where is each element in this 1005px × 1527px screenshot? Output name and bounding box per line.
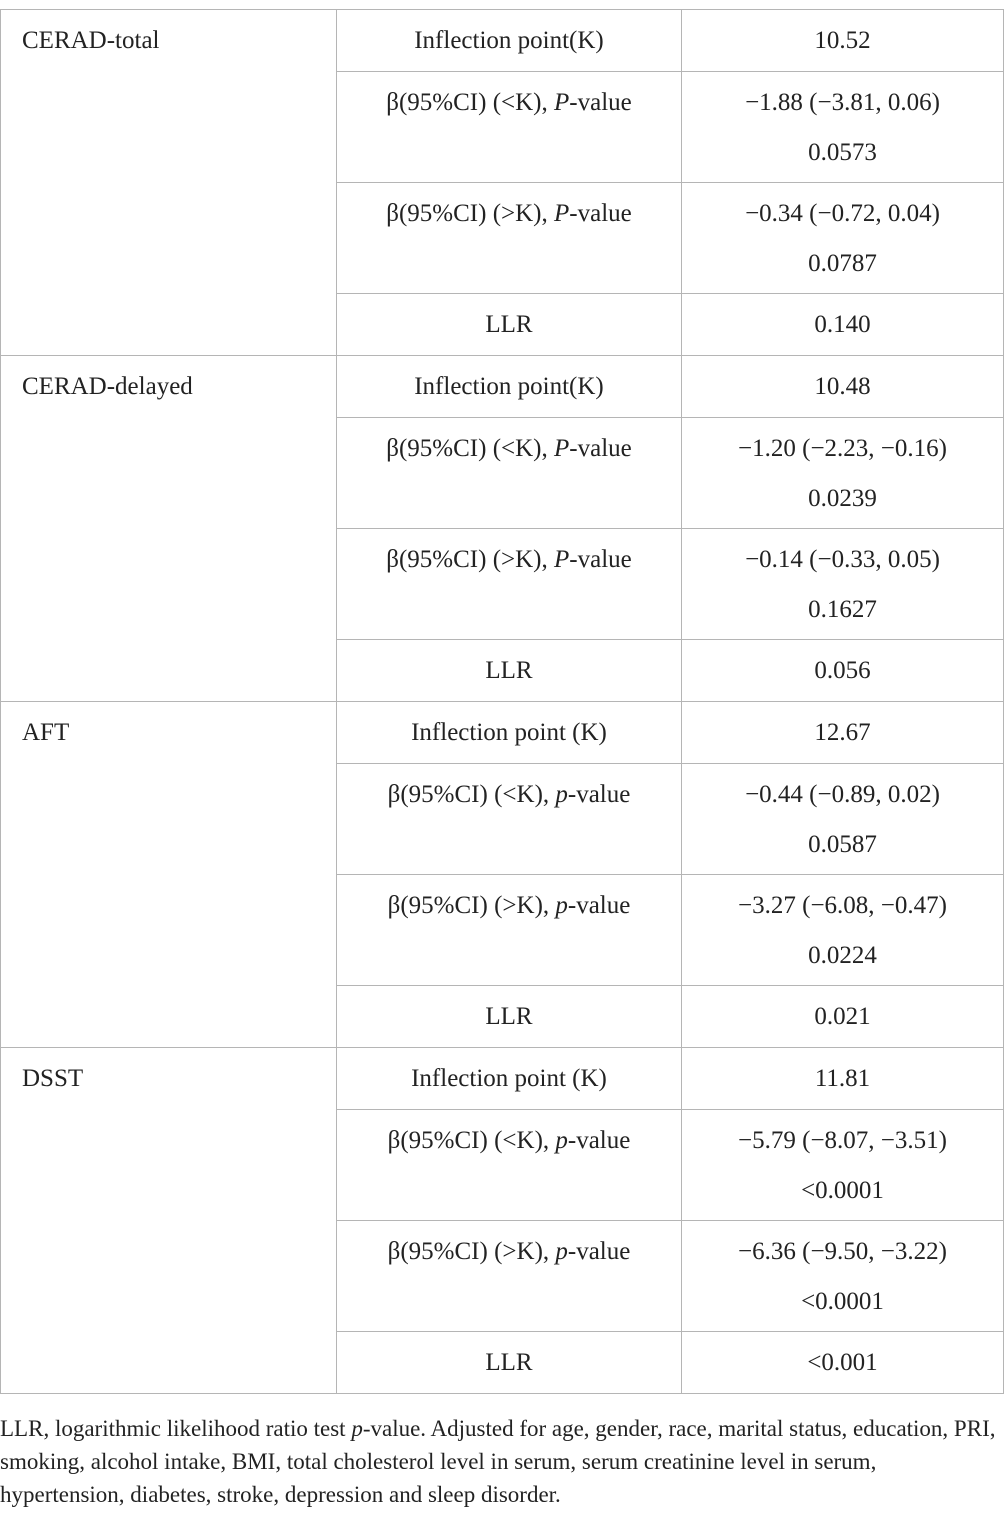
label-italic: p (555, 1238, 568, 1265)
p-value: 0.1627 (808, 596, 877, 623)
row-label (337, 183, 682, 294)
label-suffix: -value (569, 435, 632, 462)
footnote-italic: p (351, 1416, 363, 1441)
label-suffix: -value (567, 1127, 631, 1154)
row-value: 10.48 (682, 356, 1004, 418)
row-label: LLR (337, 986, 682, 1048)
row-value (682, 764, 1004, 875)
beta-ci-value: −0.34 (−0.72, 0.04) (745, 200, 940, 227)
beta-ci-value: −1.88 (−3.81, 0.06) (745, 89, 940, 116)
beta-ci-value: −6.36 (−9.50, −3.22) (738, 1238, 947, 1265)
label-suffix: -value (569, 546, 632, 573)
row-value: 12.67 (682, 702, 1004, 764)
beta-ci-value: −3.27 (−6.08, −0.47) (738, 892, 947, 919)
table-row (1, 356, 1004, 418)
row-value (682, 875, 1004, 986)
label-suffix: -value (567, 781, 631, 808)
row-label (337, 529, 682, 640)
p-value: 0.0239 (808, 485, 877, 512)
row-value (682, 418, 1004, 529)
table-row (1, 10, 1004, 72)
label-prefix: β(95%CI) (>K), (387, 1238, 556, 1265)
row-value: 11.81 (682, 1048, 1004, 1110)
table-row (1, 702, 1004, 764)
label-italic: P (554, 89, 570, 116)
label-suffix: -value (567, 1238, 631, 1265)
beta-ci-value: −1.20 (−2.23, −0.16) (738, 435, 947, 462)
table-footnote (0, 1412, 1000, 1511)
label-italic: p (555, 781, 568, 808)
row-label (337, 1110, 682, 1221)
label-prefix: β(95%CI) (<K), (386, 435, 554, 462)
label-suffix: -value (569, 200, 632, 227)
threshold-effect-table (0, 9, 1004, 1394)
footnote-prefix: LLR, logarithmic likelihood ratio test (0, 1416, 352, 1441)
beta-ci-value: −5.79 (−8.07, −3.51) (738, 1127, 947, 1154)
p-value: <0.0001 (801, 1288, 884, 1315)
group-name-cell: CERAD-delayed (1, 356, 337, 702)
row-label: Inflection point(K) (337, 10, 682, 72)
group-name-cell: DSST (1, 1048, 337, 1394)
label-prefix: β(95%CI) (>K), (386, 546, 554, 573)
row-label (337, 1221, 682, 1332)
row-label: Inflection point(K) (337, 356, 682, 418)
row-value (682, 1110, 1004, 1221)
row-label (337, 418, 682, 529)
row-label (337, 72, 682, 183)
row-label (337, 875, 682, 986)
row-value: 0.056 (682, 640, 1004, 702)
label-prefix: β(95%CI) (<K), (387, 781, 556, 808)
row-label: Inflection point (K) (337, 1048, 682, 1110)
beta-ci-value: −0.14 (−0.33, 0.05) (745, 546, 940, 573)
row-value (682, 1221, 1004, 1332)
row-label: LLR (337, 294, 682, 356)
row-value: 0.021 (682, 986, 1004, 1048)
group-name-cell: AFT (1, 702, 337, 1048)
results-table-container (0, 9, 1004, 1394)
row-label: LLR (337, 640, 682, 702)
label-italic: p (555, 892, 568, 919)
row-value: 10.52 (682, 10, 1004, 72)
group-name-cell: CERAD-total (1, 10, 337, 356)
label-prefix: β(95%CI) (>K), (386, 200, 554, 227)
p-value: 0.0587 (808, 831, 877, 858)
label-italic: P (554, 546, 570, 573)
p-value: 0.0787 (808, 250, 877, 277)
row-value (682, 72, 1004, 183)
table-row (1, 1048, 1004, 1110)
p-value: <0.0001 (801, 1177, 884, 1204)
row-value (682, 529, 1004, 640)
p-value: 0.0573 (808, 139, 877, 166)
row-value: <0.001 (682, 1332, 1004, 1394)
label-italic: P (554, 435, 570, 462)
label-prefix: β(95%CI) (>K), (387, 892, 556, 919)
label-prefix: β(95%CI) (<K), (386, 89, 554, 116)
footnote-suffix: -value. Adjusted for age, gender, race, marital status, education, PRI, smoking, alcohol intake, BMI, total cholesterol level in serum, serum creatinine level in serum, hypertension, diabetes, stroke, depression and sleep disorder. (0, 1416, 996, 1507)
label-suffix: -value (569, 89, 632, 116)
row-label: LLR (337, 1332, 682, 1394)
p-value: 0.0224 (808, 942, 877, 969)
row-value (682, 183, 1004, 294)
label-italic: P (554, 200, 570, 227)
label-prefix: β(95%CI) (<K), (387, 1127, 556, 1154)
row-label: Inflection point (K) (337, 702, 682, 764)
label-suffix: -value (567, 892, 631, 919)
label-italic: p (555, 1127, 568, 1154)
beta-ci-value: −0.44 (−0.89, 0.02) (745, 781, 940, 808)
row-value: 0.140 (682, 294, 1004, 356)
row-label (337, 764, 682, 875)
